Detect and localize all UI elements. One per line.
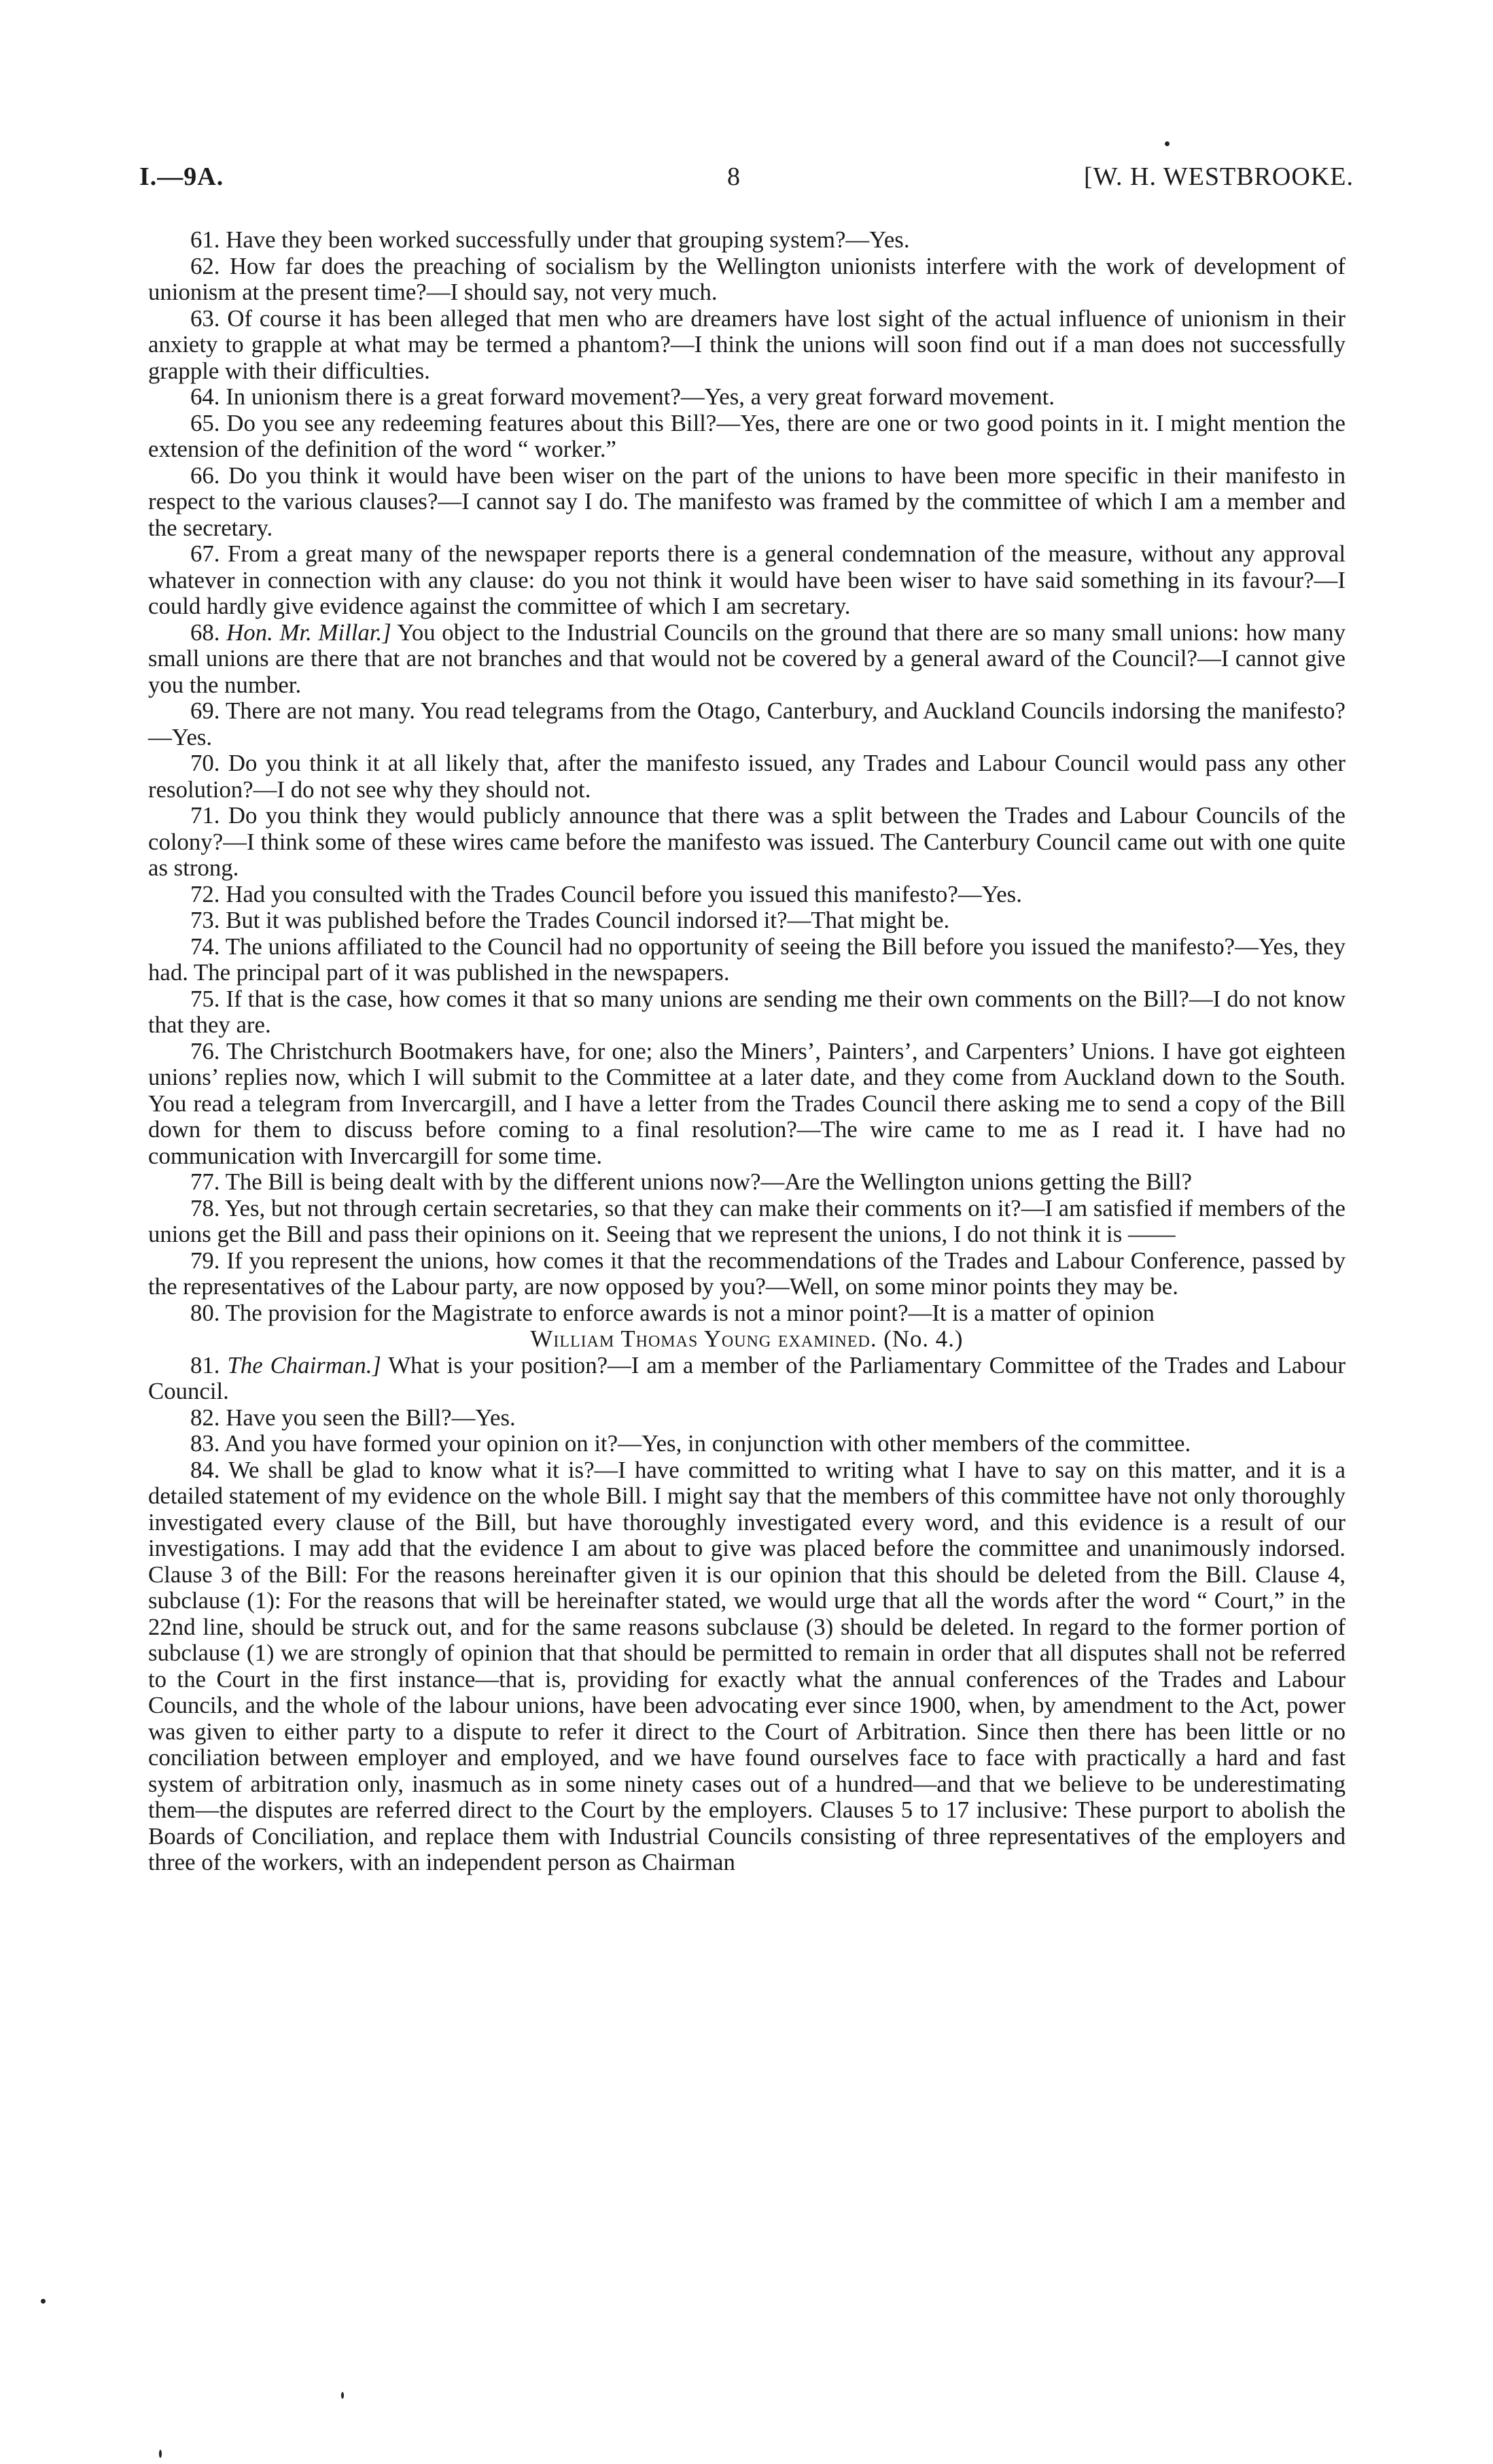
scan-speck	[341, 2392, 344, 2399]
scan-speck	[159, 2450, 162, 2458]
question-79: 79. If you represent the unions, how comes it that the recommendations of the Trades and Labour Conference, passed by the representatives of the Labour party, are now opposed by you?—Well, on some minor points they may be.	[148, 1247, 1346, 1300]
scan-speck	[1165, 141, 1170, 146]
witness-heading	[148, 1326, 1346, 1353]
question-69: 69. There are not many. You read telegrams from the Otago, Canterbury, and Auckland Councils indorsing the manifesto?—Yes.	[148, 697, 1346, 750]
question-77: 77. The Bill is being dealt with by the different unions now?—Are the Wellington unions getting the Bill?	[190, 1168, 1192, 1195]
question-number: 81.	[190, 1351, 220, 1378]
question-68	[148, 620, 1346, 699]
question-80: 80. The provision for the Magistrate to enforce awards is not a minor point?—It is a matter of opinion	[190, 1299, 1155, 1326]
witness-name-header: [W. H. WESTBROOKE.	[1084, 162, 1354, 191]
question-70: 70. Do you think it at all likely that, after the manifesto issued, any Trades and Labour Council would pass any other resolution?—I do not see why they should not.	[148, 750, 1346, 803]
page-number: 8	[727, 162, 741, 191]
question-65: 65. Do you see any redeeming features about this Bill?—Yes, there are one or two good points in it. I might mention the extension of the definition of the word “ worker.”	[148, 409, 1346, 462]
question-64: 64. In unionism there is a great forward movement?—Yes, a very great forward movement.	[190, 383, 1055, 410]
question-75: 75. If that is the case, how comes it that so many unions are sending me their own comments on the Bill?—I do not know that they are.	[148, 985, 1346, 1038]
question-number: 68.	[190, 619, 220, 646]
question-78: 78. Yes, but not through certain secretaries, so that they can make their comments on it?—I am satisfied if members of the unions get the Bill and pass their opinions on it. Seeing that we represent the unions, I do not think it is ——	[148, 1194, 1346, 1247]
question-62: 62. How far does the preaching of socialism by the Wellington unionists interfere with the work of development of unionism at the present time?—I should say, not very much.	[148, 252, 1346, 305]
question-84: 84. We shall be glad to know what it is?—I have committed to writing what I have to say on this matter, and it is a detailed statement of my evidence on the whole Bill. I might say that the members of this committee have not only thoroughly investigated every clause of the Bill, but have thoroughly investigated every word, and this evidence is a result of our investigations. I may add that the evidence I am about to give was placed before the committee and unanimously indorsed. Clause 3 of the Bill: For the reasons hereinafter given it is our opinion that this should be deleted from the Bill. Clause 4, subclause (1): For the reasons that will be hereinafter stated, we would urge that all the words after the word “ Court,” in the 22nd line, should be struck out, and for the same reasons subclause (3) should be deleted. In regard to the former portion of subclause (1) we are strongly of opinion that that should be permitted to remain in order that all disputes shall not be referred to the Court in the first instance—that is, providing for exactly what the annual conferences of the Trades and Labour Councils, and the whole of the labour unions, have been advocating ever since 1900, when, by amendment to the Act, power was given to either party to a dispute to refer it direct to the Court of Arbitration. Since then there has been little or no conciliation between employer and employed, and we have found ourselves face to face with practically a hard and fast system of arbitration only, inasmuch as in some ninety cases out of a hundred—and that we believe to be underestimating them—the disputes are referred direct to the Court by the employers. Clauses 5 to 17 inclusive: These purport to abolish the Boards of Conciliation, and replace them with Industrial Councils consisting of three representatives of the employers and three of the workers, with an independent person as Chairman	[148, 1456, 1346, 1875]
witness-heading-text: William Thomas Young examined.	[530, 1325, 877, 1352]
question-82: 82. Have you seen the Bill?—Yes.	[190, 1404, 516, 1431]
question-63: 63. Of course it has been alleged that men who are dreamers have lost sight of the actual influence of unionism in their anxiety to grapple at what may be termed a phantom?—I think the unions will soon find out if a man does not successfully grapple with their difficulties.	[148, 305, 1346, 384]
speaker-label: Hon. Mr. Millar.]	[226, 619, 391, 646]
scan-speck	[41, 2299, 46, 2304]
question-67: 67. From a great many of the newspaper reports there is a general condemnation of the measure, without any approval whatever in connection with any clause: do you not think it would have been wiser to have said something in its favour?—I could hardly give evidence against the committee of which I am secretary.	[148, 540, 1346, 619]
document-reference: I.—9A.	[139, 162, 224, 191]
question-76: 76. The Christchurch Bootmakers have, for one; also the Miners’, Painters’, and Carpenters’ Unions. I have got eighteen unions’ replies now, which I will submit to the Committee at a later date, and they come from Auckland down to the South. You read a telegram from Invercargill, and I have a letter from the Trades Council there asking me to send a copy of the Bill down for them to discuss before coming to a final resolution?—The wire came to me as I read it. I have had no communication with Invercargill for some time.	[148, 1037, 1346, 1169]
question-text: What is your position?—I am a member of the Parliamentary Committee of the Trades and Labour Council.	[148, 1351, 1346, 1404]
question-text: You object to the Industrial Councils on the ground that there are so many small unions: how many small unions are there that are not branches and that would not be covered by a general award of the Council?—I cannot give you the number.	[148, 619, 1346, 698]
question-83: 83. And you have formed your opinion on it?—Yes, in conjunction with other members of the committee.	[190, 1430, 1191, 1457]
question-61: 61. Have they been worked successfully under that grouping system?—Yes.	[190, 226, 910, 253]
question-73: 73. But it was published before the Trades Council indorsed it?—That might be.	[190, 907, 950, 933]
question-72: 72. Had you consulted with the Trades Council before you issued this manifesto?—Yes.	[190, 880, 1022, 907]
evidence-text	[148, 227, 1346, 1876]
witness-number: (No. 4.)	[883, 1325, 964, 1352]
question-74: 74. The unions affiliated to the Council had no opportunity of seeing the Bill before you issued the manifesto?—Yes, they had. The principal part of it was published in the newspapers.	[148, 933, 1346, 986]
speaker-label: The Chairman.]	[227, 1351, 381, 1378]
question-81	[148, 1353, 1346, 1405]
question-71: 71. Do you think they would publicly announce that there was a split between the Trades and Labour Councils of the colony?—I think some of these wires came before the manifesto was issued. The Canterbury Council came out with one quite as strong.	[148, 802, 1346, 881]
question-66: 66. Do you think it would have been wiser on the part of the unions to have been more specific in their manifesto in respect to the various clauses?—I cannot say I do. The manifesto was framed by the committee of which I am a member and the secretary.	[148, 462, 1346, 541]
